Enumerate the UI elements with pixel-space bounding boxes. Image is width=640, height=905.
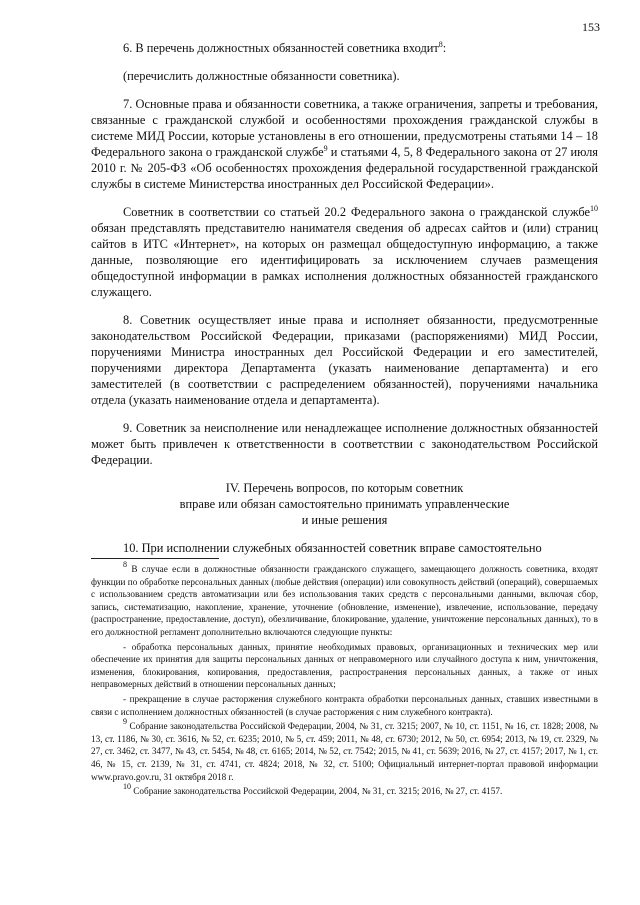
paragraph-7b-text-b: обязан представлять представителю нанимателя сведения об адресах сайтов и (или) страниц сайтов в ИТС «Интернет», на которых он размещал общедоступную информацию, а также данные, позволяющие его идентифицировать за исключением случаев размещения общедоступной информации в рамках исполнения должностных обязанностей гражданского служащего.: [91, 221, 598, 299]
paragraph-10: 10. При исполнении служебных обязанностей советник вправе самостоятельно: [123, 541, 542, 555]
main-text: [91, 40, 598, 556]
paragraph-6-list: (перечислить должностные обязанности советника).: [123, 69, 400, 83]
footnote-divider: [91, 558, 219, 559]
paragraph-6-text: 6. В перечень должностных обязанностей советника входит: [123, 41, 439, 55]
footnote-8: [91, 560, 598, 639]
footnote-ref-10: 10: [590, 204, 598, 213]
paragraph-7-text-a: 7. Основные права и обязанности советника, а также ограничения, запреты и требования, связанные с гражданской службой и особенностями прохождения гражданской службы в системе МИД России, которые установлены в его отношении, предусмотрены статьями 14 – 18 Федерального закона о гражданской службе: [91, 97, 598, 159]
footnote-10: [91, 782, 598, 798]
paragraph-7b-text-a: Советник в соответствии со статьей 20.2 Федерального закона о гражданской службе: [123, 205, 590, 219]
footnote-8-text: В случае если в должностные обязанности гражданского служащего, замещающего должность советника, входят функции по обработке персональных данных (любые действия (операции) или совокупность действий (операций), совершаемых с использованием средств автоматизации или без использования таких средств с персональными данными, включая сбор, запись, систематизацию, накопление, хранение, уточнение (обновление, изменение), извлечение, использование, передачу (распространение, предоставление, доступ), обезличивание, блокирование, удаление, уничтожение персональных данных), то в его должностной регламент дополнительно включаются следующие пункты:: [91, 564, 598, 637]
paragraph-6: [91, 40, 598, 56]
paragraph-8: 8. Советник осуществляет иные права и исполняет обязанности, предусмотренные законодательством Российской Федерации, приказами (распоряжениями) МИД России, поручениями Министра иностранных дел Российской Федерации и его заместителей, поручениями директора Департамента (указать наименование департамента) и его заместителей (в соответствии с распределением обязанностей), поручениями начальника отдела (указать наименование отдела и департамента).: [91, 313, 598, 407]
paragraph-9: 9. Советник за неисполнение или ненадлежащее исполнение должностных обязанностей может быть привлечен к ответственности в соответствии с законодательством Российской Федерации.: [91, 421, 598, 467]
footnote-ref-8: 8: [438, 40, 443, 49]
section-heading: [91, 480, 598, 528]
footnote-9: [91, 717, 598, 783]
section-heading-line-3: и иные решения: [301, 513, 388, 527]
paragraph-6-tail: :: [442, 41, 447, 55]
paragraph-7-text-b: и статьями 4, 5, 8 Федерального закона от 27 июля 2010 г. № 205-ФЗ «Об особенностях прохождения федеральной государственной гражданской службы в системе Министерства иностранных дел Российской Федерации».: [91, 145, 598, 191]
paragraph-7b: [91, 204, 598, 300]
footnote-8-number: 8: [123, 560, 127, 569]
footnote-ref-9: 9: [323, 144, 328, 153]
section-heading-line-2: вправе или обязан самостоятельно принимать управленческие: [179, 497, 510, 511]
page-number: 153: [582, 20, 600, 34]
footnote-9-text: Собрание законодательства Российской Федерации, 2004, № 31, ст. 3215; 2007, № 10, ст. 1151, № 16, ст. 1828; 2008, № 13, ст. 1186, № 30, ст. 3616, № 52, ст. 6235; 2010, № 5, ст. 459; 2011, № 48, ст. 6730; 2012, № 50, ст. 6954; 2013, № 19, ст. 2329, № 27, ст. 3462, ст. 3477, № 43, ст. 5454, № 48, ст. 6165; 2014, № 52, ст. 7542; 2015, № 41, ст. 5639; 2016, № 27, ст. 4157; 2017, № 1, ст. 46, № 15, ст. 2139, № 31, ст. 4741, ст. 4824; 2018, № 32, ст. 5100; Официальный интернет-портал правовой информации www.pravo.gov.ru, 31 октября 2018 г.: [91, 721, 598, 782]
footnote-10-number: 10: [123, 782, 131, 792]
footnote-8-item-2: - прекращение в случае расторжения служебного контракта обработки персональных данных, ставших известными в связи с исполнением должностных обязанностей (в случае расторжения с ним служебного контракта).: [91, 693, 598, 717]
paragraph-7: [91, 96, 598, 192]
footnote-9-number: 9: [123, 717, 127, 727]
footnote-10-text: Собрание законодательства Российской Федерации, 2004, № 31, ст. 3215; 2016, № 27, ст. 4157.: [131, 786, 503, 797]
footnotes: [91, 560, 598, 798]
section-heading-line-1: IV. Перечень вопросов, по которым советник: [225, 481, 464, 495]
footnote-8-item-1: - обработка персональных данных, принятие необходимых правовых, организационных и технических мер или обеспечение их принятия для защиты персональных данных от неправомерного или случайного доступа к ним, уничтожения, изменения, блокирования, копирования, предоставления, распространения персональных данных, а также от иных неправомерных действий в отношении персональных данных;: [91, 641, 598, 690]
